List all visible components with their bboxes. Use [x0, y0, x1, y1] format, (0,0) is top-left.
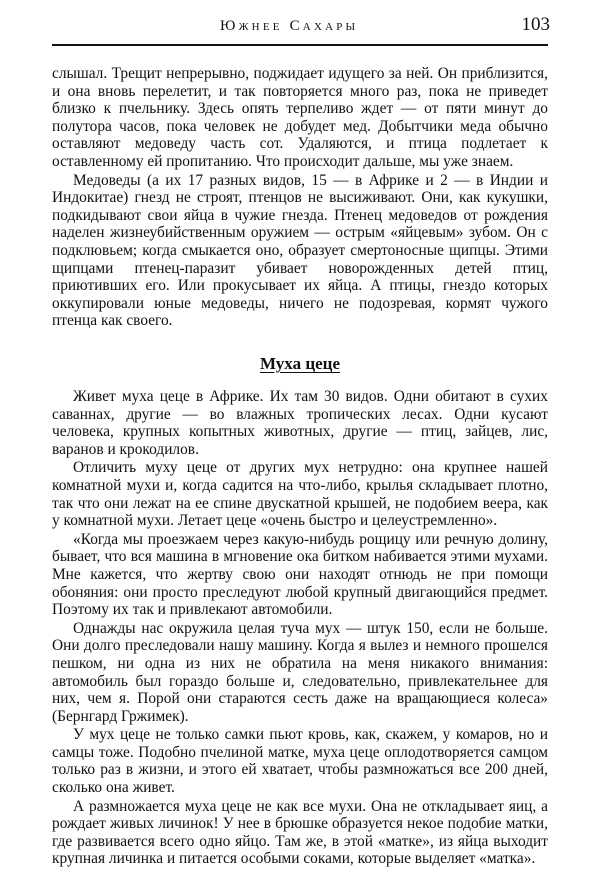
paragraph: Отличить муху цеце от других мух нетрудно: она крупнее нашей комнатной мухи и, когда садится на что-либо, крылья складывает плотно, так что они лежат на ее спине двускатной крышей, не подобием веера, как у комнатной мухи. Летает цеце «очень быстро и целеустремленно».: [52, 459, 548, 530]
page-number: 103: [521, 14, 550, 35]
paragraph: Медоведы (а их 17 разных видов, 15 — в Африке и 2 — в Индии и Индокитае) гнезд не строят, птенцов не высиживают. Они, как кукушки, подкидывают свои яйца в чужие гнезда. Птенец медоведов от рождения наделен жизнеубийственным оружием — острым «яйцевым» зубом. Он с подклювьем; когда смыкается оно, образует смертоносные щипцы. Этими щипцами птенец-паразит убивает новорожденных детей птиц, приютивших его. Или прокусывает их яйца. А птицы, гнездо которых оккупировали юные медоведы, ничего не подозревая, кормят чужого птенца как своего.: [52, 171, 548, 330]
header-rule: [52, 44, 548, 46]
book-page: [52, 0, 548, 884]
running-title: Южнее Сахары: [220, 18, 359, 34]
continued-text: [52, 65, 548, 330]
section-body: [52, 388, 548, 868]
paragraph: слышал. Трещит непрерывно, поджидает идущего за ней. Он приблизится, и она вновь перелетит, и так повторяется много раз, пока не приведет близко к пчельнику. Здесь опять терпеливо ждет — от пяти минут до полутора часов, пока человек не добудет мед. Добытчики меда обычно оставляют медоведу часть сот. Удаляются, и птица подлетает к оставленному ей пропитанию. Что происходит дальше, мы уже знаем.: [52, 65, 548, 170]
paragraph: А размножается муха цеце не как все мухи. Она не откладывает яиц, а рождает живых личинок! У нее в брюшке образуется некое подобие матки, где развивается всего одно яйцо. Там же, в этой «матке», из яйца выходит крупная личинка и питается особыми соками, которые выделяет «матка».: [52, 797, 548, 868]
section-title: Муха цеце: [259, 354, 341, 373]
paragraph: У мух цеце не только самки пьют кровь, как, скажем, у комаров, но и самцы тоже. Подобно пчелиной матке, муха цеце оплодотворяется самцом только раз в жизни, и этого ей хватает, чтобы размножаться все 200 дней, сколько она живет.: [52, 726, 548, 797]
running-head: [52, 14, 548, 40]
paragraph: Живет муха цеце в Африке. Их там 30 видов. Одни обитают в сухих саваннах, другие — во влажных тропических лесах. Одни кусают человека, крупных копытных животных, другие — птиц, зайцев, лис, варанов и крокодилов.: [52, 388, 548, 458]
paragraph: Однажды нас окружила целая туча мух — штук 150, если не больше. Они долго преследовали нашу машину. Когда я вылез и немного прошелся пешком, ни одна из них не обратила на меня никакого внимания: автомобиль был гораздо больше и, следовательно, привлекательнее для них, чем я. Порой они стараются сесть даже на вращающиеся колеса» (Бернгард Гржимек).: [52, 619, 548, 725]
paragraph: «Когда мы проезжаем через какую-нибудь рощицу или речную долину, бывает, что вся машина в мгновение ока битком набивается этими мухами. Мне кажется, что жертву свою они находят отнюдь не при помощи обоняния: они просто преследуют любой крупный двигающийся предмет. Поэтому их так и привлекают автомобили.: [52, 530, 548, 619]
